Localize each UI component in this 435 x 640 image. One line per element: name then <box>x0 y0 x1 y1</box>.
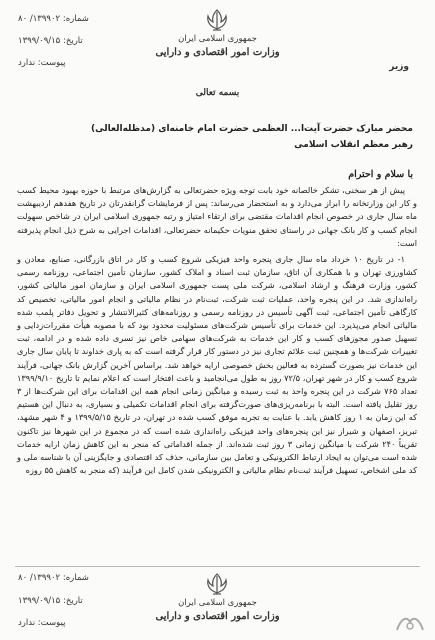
letter-attachment: پیوست: ندارد <box>18 58 66 68</box>
letter-date: تاریخ: ۱۳۹۹/۰۹/۱۵ <box>18 36 83 46</box>
letter-number-value: ۱۳۹۹۰۲/ ۸۰ <box>18 14 61 24</box>
letter-attachment-value: ندارد <box>18 58 36 68</box>
basmala: بسمه تعالی <box>195 88 240 98</box>
letter2-attachment: پیوست: ندارد <box>18 618 66 628</box>
letter-number-label: شماره <box>65 14 89 24</box>
paragraph-intro: پیش از هر سخنی، تشکر خالصانه خود بابت توجه ویژه حضرتعالی به گزارش‌های مرتبط با حوزه بهبود محیط کسب و کار این وزارتخانه را ابراز می‌دارد و به استحضار می‌رساند: پس از فرمایشات گرانقدرتان در تاریخ هفدهم اردیبهشت ماه سال جاری در خصوص انجام اقدامات مقتضی برای ارتقاء امتیاز و رتبه جمهوری اسلامی ایران در شاخص سهولت انجام کسب و کار بانک جهانی در راستای تحقق منویات حکیمانه حضرتعالی، اقدامات اجرایی به شرح ذیل انجام پذیرفته است: <box>17 185 417 248</box>
letter2-attachment-value: ندارد <box>18 618 36 628</box>
greeting: با سلام و احترام <box>348 169 413 180</box>
letter-date-value: ۱۳۹۹/۰۹/۱۵ <box>18 36 61 46</box>
letter2-header-title-line1: جمهوری اسلامی ایران <box>178 598 257 608</box>
iran-emblem-icon <box>203 8 231 32</box>
letter2-number-value: ۱۳۹۹۰۲/ ۸۰ <box>18 573 61 583</box>
addressee-line2: رهبر معظم انقلاب اسلامی <box>294 140 413 150</box>
paragraph-item-1: ۱- در تاریخ ۱۰ خرداد ماه سال جاری پنجره واحد فیزیکی شروع کسب و کار در اتاق بازرگانی، صنایع، معادن و کشاورزی تهران و با همکاری آن اتاق، سازمان ثبت اسناد و املاک کشور، سازمان تأمین اجتماعی، روزنامه رسمی کشور، وزارت فرهنگ و ارشاد اسلامی، شرکت ملی پست جمهوری اسلامی ایران و سازمان امور مالیاتی کشور، راه‌اندازی شد. در این پنجره واحد، عملیات ثبت شرکت، ثبت‌نام در نظام مالیاتی و انجام امور مالیاتی، تخصیص کد کارگاهی تأمین اجتماعی، ثبت آگهی تأسیس در روزنامه رسمی و روزنامه‌های کثیرالانتشار و تحویل دفاتر پلمب شده مالیاتی انجام می‌پذیرد. این خدمات برای تأسیس شرکت‌های مسئولیت محدود بود که با مصوبه هیأت مقررات‌زدایی و تسهیل صدور مجوزهای کسب و کار این خدمات به شرکت‌های سهامی خاص نیز تسری داده شده و در ادامه، ثبت تغییرات شرکت‌ها و همچنین ثبت علائم تجاری نیز در دستور کار قرار گرفته است که به پاری خداوند تا پایان سال جاری این خدمات نیز بصورت گسترده به فعالین بخش خصوصی ارایه خواهد شد. براساس آخرین گزارش بانک جهانی، فرآیند شروع کسب و کار در شهر تهران، ۷۲/۵ روز به طول می‌انجامید و باعث افتخار است که اعلام نمایم تا تاریخ ۱۳۹۹/۹/۱۰ تعداد ۷۶۵ شرکت در این پنجره واحد به ثبت رسیده و میانگین زمانی انجام همه این اقدامات برای این شرکت‌ها از ۳ روز تقلیل یافته است. البته با برنامه‌ریزی‌های صورت‌گرفته برای انجام اقدامات تکمیلی و بسیاری، به دنبال این هستیم که این زمان به ۱ روز کاهش یابد. با عنایت به تجربه موفق کسب شده در تهران، در تاریخ ۱۳۹۹/۵/۱۵ و ۴ شهر مشهد، تبریز، اصفهان و شیراز نیز این پنجره‌های واحد فیزیکی راه‌اندازی شده است که در مجموع در این شهرها نیز تاکنون تقریباً ۲۴۰ شرکت با میانگین زمانی ۳ روز ثبت شده‌اند. از جمله اقداماتی که منجر به این کاهش زمان ارایه خدمات شده است می‌توان به ایجاد ارتباط الکترونیکی و تعامل بین سازمانی، حذف کد اقتصادی و جایگزینی آن با شناسه ملی و کد ملی اشخاص، تسهیل فرآیند ثبت‌نام نظام مالیاتی و الکترونیکی شدن کامل این فرآیند (که منجر به کاهش ۵۵ روزه <box>17 254 418 476</box>
letter-date-label: تاریخ <box>65 36 83 46</box>
letter2-date: تاریخ: ۱۳۹۹/۰۹/۱۵ <box>18 596 83 606</box>
letter-number: شماره: ۱۳۹۹۰۲/ ۸۰ <box>18 14 89 24</box>
letter2-number: شماره: ۱۳۹۹۰۲/ ۸۰ <box>18 573 89 583</box>
iran-emblem-icon-2 <box>203 572 231 596</box>
letter-body <box>17 184 417 477</box>
letter-attachment-label: پیوست <box>40 58 66 68</box>
watermark-logo-icon <box>393 612 427 634</box>
header-title-line1: جمهوری اسلامی ایران <box>178 34 257 44</box>
letter2-number-label: شماره <box>65 573 89 583</box>
letter2-date-label: تاریخ <box>65 596 83 606</box>
letter2-header-title-line2: وزارت امور اقتصادی و دارایی <box>155 611 280 622</box>
addressee-line1: محضر مبارک حضرت آیت‌ا... العظمی حضرت امام خامنه‌ای (مدظله‌العالی) <box>91 124 413 134</box>
letter2-date-value: ۱۳۹۹/۰۹/۱۵ <box>18 596 61 606</box>
header-title-line2: وزارت امور اقتصادی و دارایی <box>155 47 280 58</box>
page-divider <box>15 566 420 567</box>
minister-label: وزیر <box>389 62 409 72</box>
letter2-attachment-label: پیوست <box>40 618 66 628</box>
